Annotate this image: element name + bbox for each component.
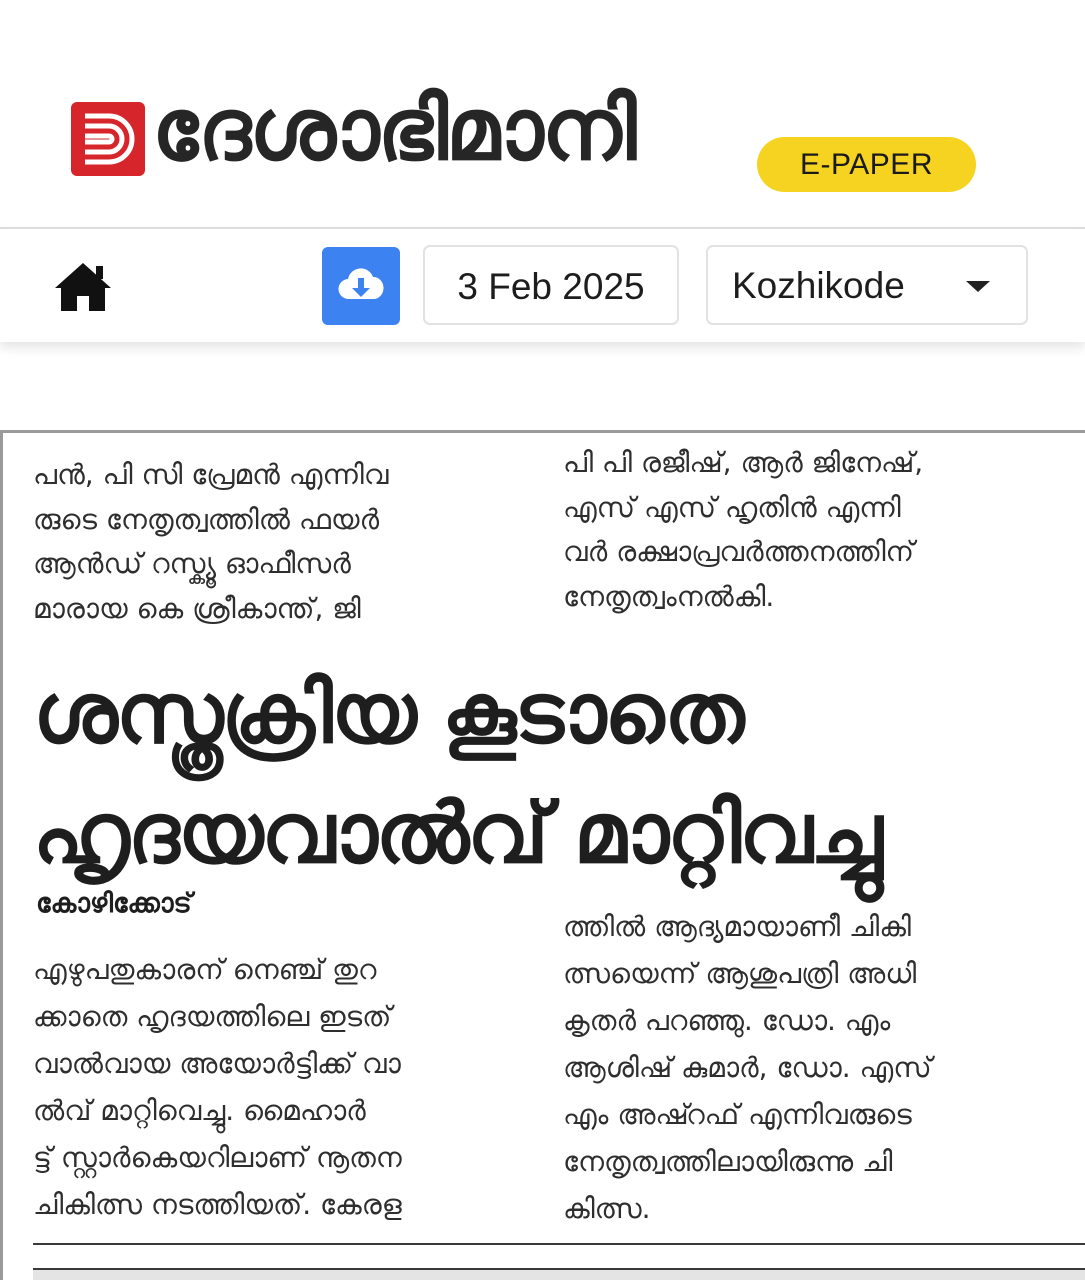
deshabhimani-logo-icon xyxy=(71,102,145,176)
masthead xyxy=(0,0,1085,226)
text-line: കൃതർ പറഞ്ഞു. ഡോ. എം xyxy=(563,1004,891,1037)
text-line: ക്കാതെ ഹൃദയത്തിലെ ഇടത് xyxy=(33,1000,392,1033)
next-article-box xyxy=(33,1268,1085,1280)
text-line: രുടെ നേതൃത്വത്തിൽ ഫയർ xyxy=(33,502,380,536)
epaper-page[interactable] xyxy=(0,430,1085,1280)
text-line: നേതൃത്വംനൽകി. xyxy=(563,579,775,613)
edition-label: Kozhikode xyxy=(732,265,905,306)
text-line: നേതൃത്വത്തിലായിരുന്നു ചി xyxy=(563,1145,893,1178)
article-top-left-column xyxy=(33,430,388,631)
headline-line-2: ഹൃദയവാൽവ് മാറ്റിവച്ചു xyxy=(33,784,881,882)
logo-wordmark[interactable]: ദേശാഭിമാനി xyxy=(152,80,635,180)
text-line: എം അഷ്റഫ് എന്നിവരുടെ xyxy=(563,1098,912,1131)
column-divider xyxy=(33,1243,1085,1245)
text-line: ചികിത്സ നടത്തിയത്. കേരള xyxy=(33,1188,402,1221)
toolbar xyxy=(0,227,1085,342)
text-line: പൻ, പി സി പ്രേമൻ എന്നിവ xyxy=(33,458,389,491)
article-body-right-column xyxy=(563,903,932,1232)
article-body-left-column xyxy=(33,946,402,1228)
text-line: ആശിഷ് കുമാർ, ഡോ. എസ് xyxy=(563,1051,932,1084)
text-line: മാരായ കെ ശ്രീകാന്ത്, ജി xyxy=(33,591,361,625)
text-line: എഴുപതുകാരന് നെഞ്ച് തുറ xyxy=(33,953,377,986)
text-line: ത്സയെന്ന് ആശുപത്രി അധി xyxy=(563,957,917,990)
text-line: വർ രക്ഷാപ്രവർത്തനത്തിന് xyxy=(563,535,915,568)
article-top-right-column xyxy=(563,441,923,619)
text-line: ത്തിൽ ആദ്യമായാണീ ചികി xyxy=(563,910,911,943)
headline-line-1: ശസ്ത്രക്രിയ കൂടാതെ xyxy=(33,664,743,762)
date-picker[interactable]: 3 Feb 2025 xyxy=(423,245,679,325)
text-line: കിത്സ. xyxy=(563,1192,651,1225)
epaper-badge: E-PAPER xyxy=(757,137,976,192)
download-button[interactable] xyxy=(322,247,400,325)
cloud-download-icon xyxy=(337,265,385,307)
text-line: വാൽവായ അയോർട്ടിക്ക് വാ xyxy=(33,1047,401,1080)
cut-text-line xyxy=(33,430,388,453)
text-line: എസ് എസ് ഹൃതിൻ എന്നി xyxy=(563,490,901,524)
text-line: ആൻഡ് റസ്ക്യൂ ഓഫീസർ xyxy=(33,547,351,580)
home-icon[interactable] xyxy=(52,259,114,315)
dateline: കോഴിക്കോട് xyxy=(36,888,192,919)
chevron-down-icon xyxy=(966,281,990,292)
text-line: പി പി രജീഷ്, ആർ ജിനേഷ്, xyxy=(563,446,924,479)
text-line: ൽവ് മാറ്റിവെച്ചു. മൈഹാർ xyxy=(33,1094,366,1127)
text-line: ട്ട് സ്റ്റാർകെയറിലാണ് നൂതന xyxy=(33,1141,402,1174)
edition-select[interactable] xyxy=(706,245,1028,325)
